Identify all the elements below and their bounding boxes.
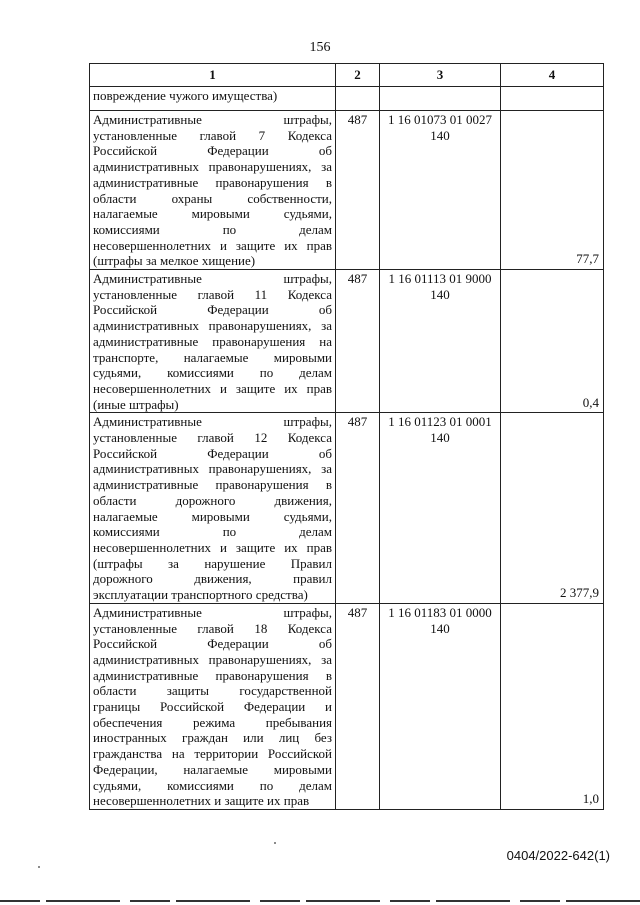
description-line: административных правонарушениях, за [93,159,332,175]
description-line: судьями, комиссиями по делам [93,365,332,381]
header-col-3: 3 [380,64,501,87]
row-code [380,603,501,809]
code-line-2: 140 [430,620,450,636]
description-line: несовершеннолетних и защите их прав [93,237,332,253]
budget-table [89,63,604,810]
row-amount: 77,7 [501,111,604,270]
description-line: установленные главой 12 Кодекса [93,430,332,446]
description-line: области защиты государственной [93,683,332,699]
scan-edge-line [0,900,640,902]
description-line: Административные штрафы, [93,604,332,620]
code-line-2: 140 [430,127,450,143]
description-line: транспорте, налагаемые мировыми [93,349,332,365]
description-line: иностранных граждан или лиц без [93,730,332,746]
continuation-amount-cell [501,87,604,111]
description-line: (иные штрафы) [93,396,179,412]
description-line: Федерации, налагаемые мировыми [93,761,332,777]
code-line-1: 1 16 01183 01 0000 [388,604,492,620]
description-line: (штрафы за мелкое хищение) [93,253,256,269]
code-line-1: 1 16 01113 01 9000 [388,271,492,287]
header-row [90,64,604,87]
code-line-1: 1 16 01073 01 0027 [388,112,492,127]
row-chapter: 487 [336,603,380,809]
code-line-2: 140 [430,430,450,446]
description-line: административные правонарушения в [93,174,332,190]
description-line: административных правонарушениях, за [93,651,332,667]
continuation-chapter-cell [336,87,380,111]
description-line: Российской Федерации об [93,302,332,318]
description-line: Административные штрафы, [93,112,332,127]
row-code [380,413,501,603]
description-line: эксплуатации транспортного средства) [93,587,308,603]
description-line: установленные главой 11 Кодекса [93,286,332,302]
description-line: административные правонарушения в [93,667,332,683]
description-line: налагаемые мировыми судьями, [93,206,332,222]
description-line: административных правонарушениях, за [93,461,332,477]
code-line-1: 1 16 01123 01 0001 [388,414,492,430]
description-line: несовершеннолетних и защите их прав [93,380,332,396]
row-description [90,413,336,603]
description-line: комиссиями по делам [93,221,332,237]
row-description [90,270,336,413]
description-line: судьями, комиссиями по делам [93,777,332,793]
header-col-1: 1 [90,64,336,87]
table-row [90,270,604,413]
continuation-row [90,87,604,111]
row-code [380,111,501,270]
row-code [380,270,501,413]
description-line: налагаемые мировыми судьями, [93,508,332,524]
description-line: области дорожного движения, [93,492,332,508]
description-line: комиссиями по делам [93,524,332,540]
description-line: установленные главой 18 Кодекса [93,620,332,636]
page-number: 156 [309,40,331,55]
row-chapter: 487 [336,270,380,413]
description-line: границы Российской Федерации и [93,699,332,715]
row-chapter: 487 [336,111,380,270]
description-line: Административные штрафы, [93,414,332,430]
table-row [90,603,604,809]
description-line: несовершеннолетних и защите их прав [93,539,332,555]
row-amount: 0,4 [501,270,604,413]
scan-speck [38,866,40,868]
description-line: дорожного движения, правил [93,571,332,587]
description-line: (штрафы за нарушение Правил [93,555,332,571]
header-col-4: 4 [501,64,604,87]
description-line: Административные штрафы, [93,271,332,287]
description-line: обеспечения режима пребывания [93,714,332,730]
scan-speck [274,842,276,844]
description-line: административные правонарушения в [93,477,332,493]
description-line: Российской Федерации об [93,143,332,159]
row-description [90,111,336,270]
description-line: несовершеннолетних и защите их прав [93,793,310,809]
code-line-2: 140 [430,286,450,302]
row-description [90,603,336,809]
description-line: административные правонарушения на [93,333,332,349]
continuation-code-cell [380,87,501,111]
description-line: гражданства на территории Российской [93,746,332,762]
row-chapter: 487 [336,413,380,603]
table-row [90,111,604,270]
continuation-text: повреждение чужого имущества) [90,87,336,111]
description-line: Российской Федерации об [93,445,332,461]
header-col-2: 2 [336,64,380,87]
row-amount: 1,0 [501,603,604,809]
document-code: 0404/2022-642(1) [506,848,610,863]
description-line: области охраны собственности, [93,190,332,206]
table-row [90,413,604,603]
description-line: Российской Федерации об [93,636,332,652]
description-line: установленные главой 7 Кодекса [93,127,332,143]
description-line: административных правонарушениях, за [93,318,332,334]
row-amount: 2 377,9 [501,413,604,603]
